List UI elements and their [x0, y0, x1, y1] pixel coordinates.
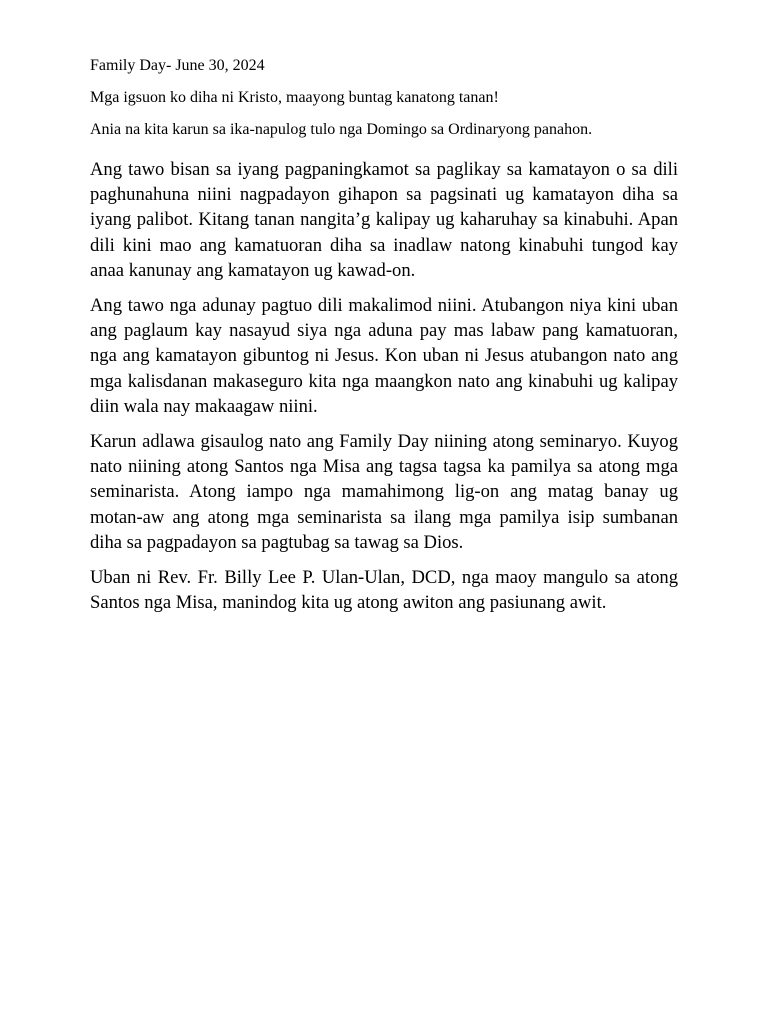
intro-line: Ania na kita karun sa ika-napulog tulo nga Domingo sa Ordinaryong panahon.	[90, 121, 593, 138]
greeting-line: Mga igsuon ko diha ni Kristo, maayong buntag kanatong tanan!	[90, 89, 499, 106]
paragraph-3: Karun adlawa gisaulog nato ang Family Day niining atong seminaryo. Kuyog nato niining atong Santos nga Misa ang tagsa tagsa ka pamilya sa atong mga seminarista. Atong iampo nga mamahimong lig-on ang matag banay ug motan-aw ang atong mga seminarista sa ilang mga pamilya isip sumbanan diha sa pagpadayon sa pagtubag sa tawag sa Dios.	[90, 431, 678, 553]
paragraph-2: Ang tawo nga adunay pagtuo dili makalimod niini. Atubangon niya kini uban ang paglaum kay nasayud siya nga aduna pay mas labaw pang kamatuoran, nga ang kamatayon gibuntog ni Jesus. Kon uban ni Jesus atubangon nato ang mga kalisdanan makaseguro kita nga maangkon nato ang kinabuhi ug kalipay diin wala nay makaagaw niini.	[90, 295, 678, 417]
paragraph-1: Ang tawo bisan sa iyang pagpaningkamot sa paglikay sa kamatayon o sa dili paghunahuna niini nagpadayon gihapon sa pagsinati ug kamatayon diha sa iyang palibot. Kitang tanan nangita’g kalipay ug kaharuhay sa kinabuhi. Apan dili kini mao ang kamatuoran diha sa inadlaw natong kinabuhi tungod kay anaa kanunay ang kamatayon ug kawad-on.	[90, 159, 678, 281]
document-title-line: Family Day- June 30, 2024	[90, 57, 265, 74]
document-page	[90, 56, 678, 625]
paragraph-4: Uban ni Rev. Fr. Billy Lee P. Ulan-Ulan, DCD, nga maoy mangulo sa atong Santos nga Misa, manindog kita ug atong awiton ang pasiunang awit.	[90, 567, 678, 614]
